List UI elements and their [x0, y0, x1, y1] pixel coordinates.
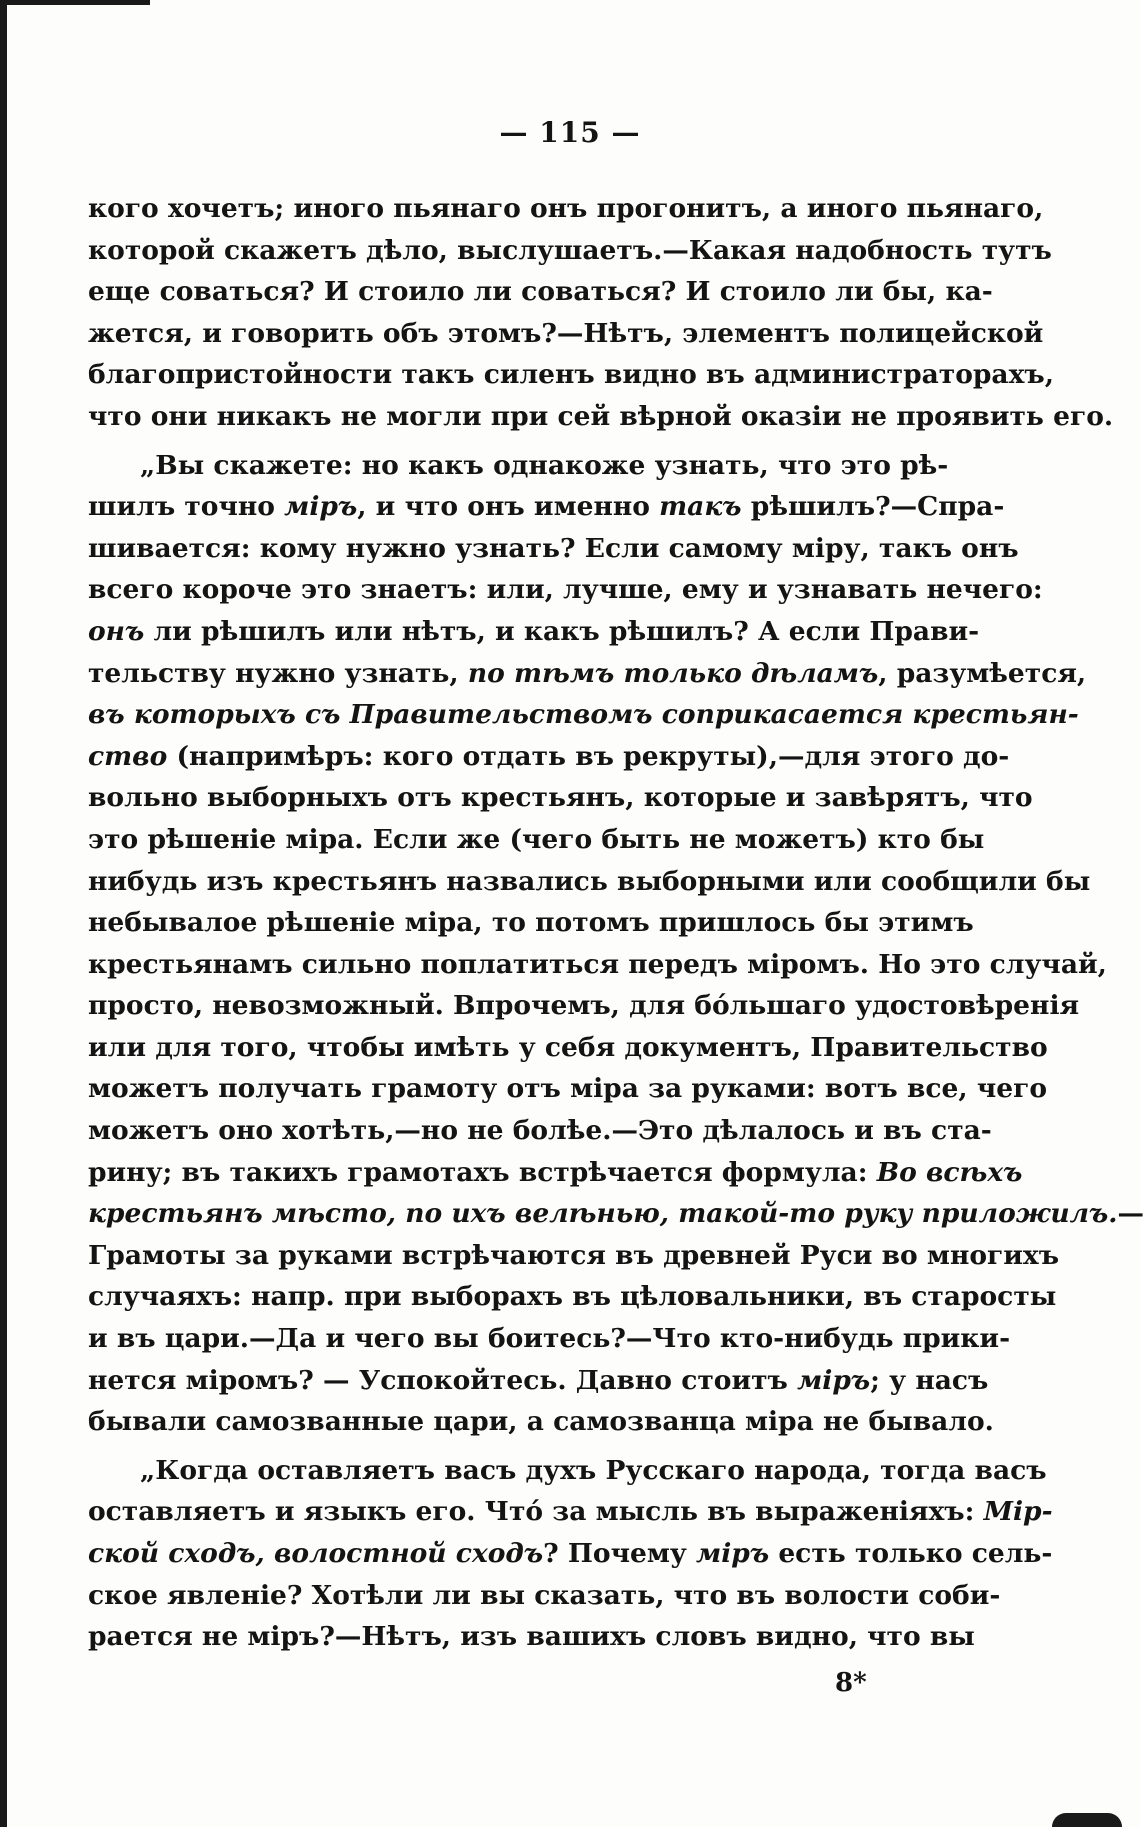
- text-run: жется, и говорить объ этомъ?—Нѣтъ, элементъ полицейской: [88, 317, 1044, 349]
- text-run: —: [1117, 1198, 1144, 1230]
- text-line: [88, 1027, 1048, 1069]
- text-line: [88, 694, 1079, 736]
- text-run: можетъ получать грамоту отъ міра за руками: вотъ все, чего: [88, 1073, 1047, 1105]
- text-line: [88, 271, 993, 313]
- text-run: это рѣшеніе міра. Если же (чего быть не можетъ) кто бы: [88, 823, 985, 855]
- text-line: [88, 1360, 989, 1402]
- page-number: — 115 —: [499, 116, 641, 149]
- text-line: [88, 736, 1010, 778]
- italic-text: міръ: [696, 1538, 770, 1569]
- text-line: [88, 486, 1005, 528]
- text-line: [88, 861, 1091, 903]
- text-run: бывали самозванные цари, а самозванца міра не бывало.: [88, 1406, 994, 1438]
- text-line: [88, 188, 1044, 230]
- text-line: [88, 611, 980, 653]
- text-line: [88, 819, 985, 861]
- text-line: [88, 313, 1044, 355]
- text-line: [88, 1110, 992, 1152]
- text-line: [88, 1276, 1057, 1318]
- text-line: [88, 1235, 1060, 1277]
- italic-text: онъ: [88, 615, 145, 647]
- text-run: кого хочетъ; иного пьянаго онъ прогонитъ, а иного пьянаго,: [88, 193, 1044, 224]
- text-run: „Вы скажете: но какъ однакоже узнать, что это рѣ-: [140, 449, 949, 481]
- text-run: ; у насъ: [870, 1364, 989, 1396]
- text-line: [88, 569, 1043, 611]
- text-run: просто, невозможный. Впрочемъ, для бóльшаго удостовѣренія: [88, 990, 1080, 1022]
- text-run: благопристойности такъ силенъ видно въ администраторахъ,: [88, 359, 1054, 391]
- italic-text: ство: [88, 740, 168, 772]
- scan-edge-left: [0, 0, 7, 1827]
- text-run: крестьянамъ сильно поплатиться передъ міромъ. Но это случай,: [88, 948, 1107, 980]
- text-line: [88, 653, 1087, 695]
- text-run: (напримѣръ: кого отдать въ рекруты),—для этого до-: [167, 740, 1010, 772]
- text-line: [88, 1616, 975, 1658]
- text-run: что они никакъ не могли при сей вѣрной оказіи не проявить его.: [88, 400, 1114, 432]
- text-run: Грамоты за руками встрѣчаются въ древней Руси во многихъ: [88, 1239, 1060, 1271]
- text-line: [88, 354, 1054, 396]
- italic-text: Мір-: [983, 1496, 1053, 1528]
- text-run: шилъ точно: [88, 491, 285, 523]
- text-run: рается не міръ?—Нѣтъ, изъ вашихъ словъ видно, что вы: [88, 1621, 975, 1653]
- text-line: [88, 777, 1033, 819]
- text-line: [88, 396, 1114, 438]
- text-run: рину; въ такихъ грамотахъ встрѣчается формула:: [88, 1156, 877, 1188]
- body-text: [88, 188, 1144, 1658]
- italic-text: ской сходъ, волостной сходъ: [88, 1538, 544, 1569]
- text-run: „Когда оставляетъ васъ духъ Русскаго народа, тогда васъ: [140, 1454, 1047, 1486]
- scan-smudge: [1052, 1813, 1122, 1827]
- text-line: [88, 1193, 1144, 1235]
- text-run: ли рѣшилъ или нѣтъ, и какъ рѣшилъ? А если Прави-: [144, 615, 980, 647]
- text-line: [88, 1152, 1023, 1194]
- text-run: которой скажетъ дѣло, выслушаетъ.—Какая надобность тутъ: [88, 234, 1052, 266]
- paragraph-gap: [88, 1443, 931, 1450]
- text-run: нибудь изъ крестьянъ назвались выборными или сообщили бы: [88, 865, 1091, 897]
- text-run: ? Почему: [543, 1538, 697, 1569]
- text-run: есть только сель-: [769, 1538, 1053, 1569]
- text-run: небывалое рѣшеніе міра, то потомъ пришлось бы этимъ: [88, 907, 974, 939]
- text-run: тельству нужно узнать,: [88, 657, 468, 689]
- text-run: вольно выборныхъ отъ крестьянъ, которые и завѣрятъ, что: [88, 782, 1033, 814]
- text-line: [88, 1575, 1001, 1617]
- text-run: шивается: кому нужно узнать? Если самому міру, такъ онъ: [88, 532, 1019, 564]
- italic-text: міръ: [797, 1364, 871, 1396]
- text-line: [88, 944, 1107, 986]
- paragraph: [88, 188, 1114, 438]
- scan-edge-top: [0, 0, 150, 5]
- text-run: рѣшилъ?—Спра-: [741, 491, 1005, 523]
- text-line: [88, 1450, 1047, 1492]
- paragraph-gap: [88, 438, 931, 445]
- text-run: , разумѣется,: [878, 657, 1087, 689]
- text-line: [88, 1401, 994, 1443]
- text-run: ское явленіе? Хотѣли ли вы сказать, что въ волости соби-: [88, 1579, 1001, 1611]
- italic-text: въ которыхъ съ Правительствомъ соприкасается крестьян-: [88, 699, 1079, 731]
- text-run: еще соваться? И стоило ли соваться? И стоило ли бы, ка-: [88, 276, 993, 308]
- paragraph: [88, 1450, 1053, 1658]
- italic-text: по тѣмъ только дѣламъ: [467, 657, 879, 689]
- text-line: [88, 1491, 1053, 1533]
- text-line: [88, 1068, 1047, 1110]
- italic-text: міръ: [284, 491, 358, 523]
- text-run: нется міромъ? — Успокойтесь. Давно стоитъ: [88, 1364, 798, 1396]
- text-run: , и что онъ именно: [357, 491, 660, 523]
- text-run: случаяхъ: напр. при выборахъ въ цѣловальники, въ старосты: [88, 1281, 1057, 1313]
- text-line: [88, 528, 1019, 570]
- italic-text: такъ: [659, 491, 742, 523]
- italic-text: Во всѣхъ: [876, 1156, 1023, 1188]
- text-line: [88, 445, 949, 487]
- italic-text: крестьянъ мѣсто, по ихъ велѣнью, такой-то руку приложилъ.: [88, 1198, 1118, 1230]
- text-line: [88, 1533, 1053, 1575]
- signature-mark: 8*: [835, 1668, 867, 1698]
- text-line: [88, 985, 1080, 1027]
- text-line: [88, 902, 974, 944]
- text-run: или для того, чтобы имѣть у себя документъ, Правительство: [88, 1031, 1048, 1063]
- text-run: и въ цари.—Да и чего вы боитесь?—Что кто-нибудь прики-: [88, 1323, 1011, 1355]
- text-line: [88, 230, 1052, 272]
- text-run: оставляетъ и языкъ его. Чтó за мысль въ выраженіяхъ:: [88, 1496, 984, 1528]
- paragraph: [88, 445, 1144, 1443]
- text-run: всего короче это знаетъ: или, лучше, ему и узнавать нечего:: [88, 574, 1043, 606]
- text-line: [88, 1318, 1011, 1360]
- text-run: можетъ оно хотѣть,—но не болѣе.—Это дѣлалось и въ ста-: [88, 1115, 992, 1147]
